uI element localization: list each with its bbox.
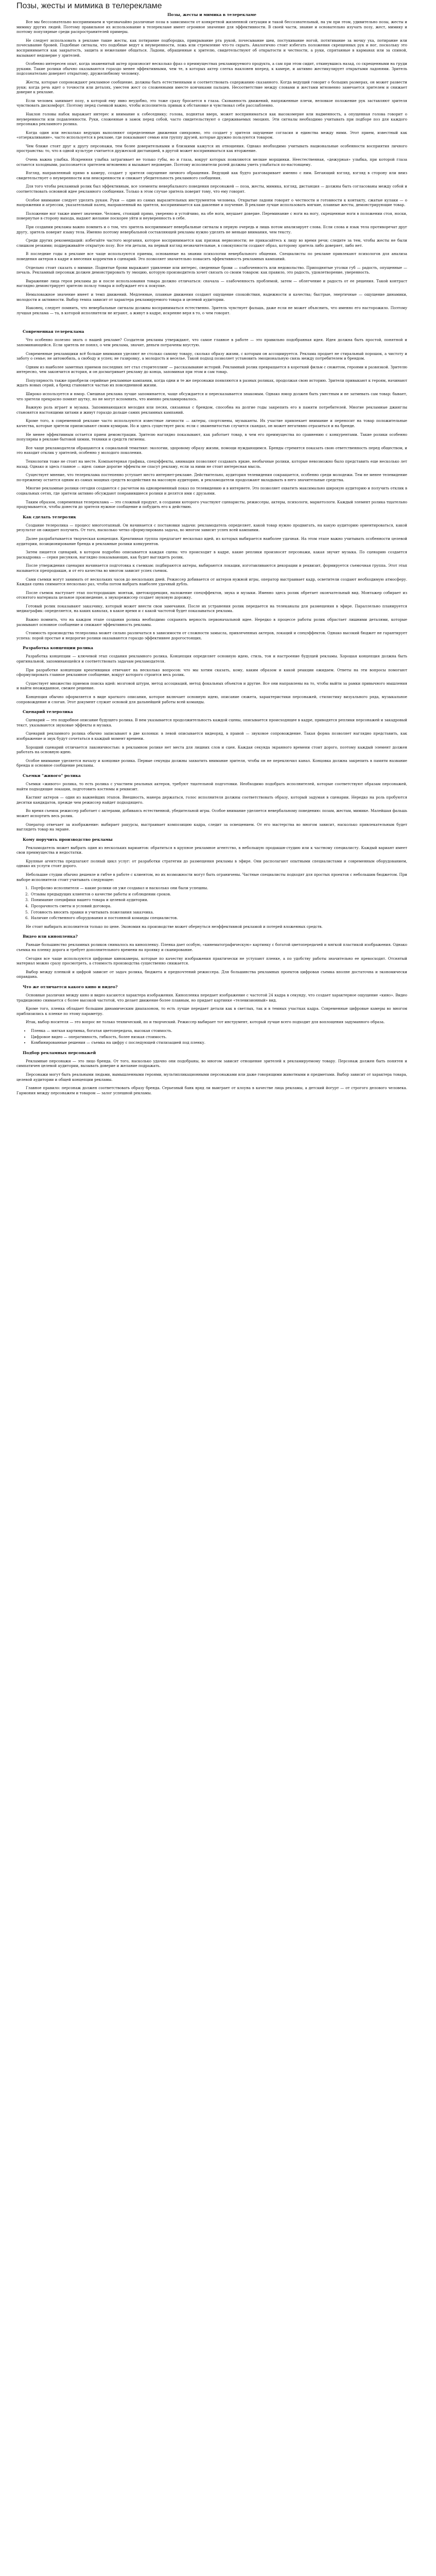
- paragraph: Далее разрабатывается творческая концепция. Креативная группа предлагает несколько идей, из которых выбирается наиболее удачная. На этом этапе важно учитывать особенности целевой аудитории, позиционирование бренда и рекламные ролики конкурентов.: [16, 536, 407, 546]
- paragraph: Крупные агентства предлагают полный цикл услуг: от разработки стратегии до размещения рекламы в эфире. Они располагают опытными специалистами и современным оборудованием, однако их услуги стоят дорого.: [16, 858, 407, 869]
- paragraph: Не следует использовать в рекламе такие жесты, как потирание подбородка, прикрывание рта рукой, почесывание шеи, постукивание ногой, потягивание за мочку уха, потирание или почесывание бровей. Подобные сигналы, что подобные ведут к неуверенности, ложь или стремление что-то скрыть. Аналогично стоит избегать положения скрещенных рук и ног, поскольку это воспринимается как закрытость, защита и нежелание общаться. Ладони, обращенные к зрителю, свидетельствуют об открытости и честности, а руки, спрятанные в карманах или за спиной, вызывают недоверие у зрителей.: [16, 38, 407, 58]
- list-item: 3. Понимание специфики вашего товара и целевой аудитории.: [30, 897, 407, 903]
- paragraph: Взгляд, направленный прямо в камеру, создает у зрителя ощущение личного обращения. Ведущий как будто разговаривает именно с ним. Бегающий взгляд, взгляд в сторону или вниз свидетельствует о неуверенности или неискренности и снижает убедительность рекламного сообщения.: [16, 171, 407, 180]
- paragraph: Кроме того, пленка обладает большим динамическим диапазоном, то есть лучше передает детали как в светлых, так и в темных участках кадра. Современные цифровые камеры во многом приблизились к пленке по этому параметру.: [16, 1006, 407, 1016]
- section-heading: Кому поручить производство рекламы: [23, 837, 113, 842]
- paragraph: Главное правило: персонаж должен соответствовать образу бренда. Серьезный банк вряд ли выиграет от клоуна в качестве лица рекламы, а детский йогурт — от строгого делового человека. Гармония между персонажем и товаром — залог успешной рекламы.: [16, 1086, 407, 1095]
- paragraph: Оператор отвечает за изображение: выбирает ракурсы, выстраивает композицию кадра, следит за освещением. От его мастерства во многом зависит, насколько привлекательным будет выглядеть товар на экране.: [16, 822, 407, 832]
- paragraph: Персонажи могут быть реальными людьми, вымышленными героями, мультипликационными персонажами или даже говорящими животными и предметами. Выбор зависит от характера товара, целевой аудитории и общей концепции рекламы.: [16, 1072, 407, 1082]
- paragraph: Жесты, которые сопровождают рекламное сообщение, должны быть естественными и соответствовать содержанию сказанного. Когда ведущий говорит о больших размерах, он может развести руки; когда речь идет о точности или деталях, уместен жест со сложенными вместе кончиками пальцев. Несоответствие между словами и жестами мгновенно замечается зрителем и снижает доверие к рекламе.: [16, 79, 407, 95]
- paragraph: Небольшие студии обычно дешевле и гибче в работе с клиентом, но их возможности могут быть ограничены. Частные специалисты подходят для простых проектов с небольшим бюджетом. При выборе исполнителя стоит учитывать следующее:: [16, 872, 407, 882]
- paragraph: Выбор между пленкой и цифрой зависит от задач ролика, бюджета и предпочтений режиссера. Для большинства рекламных проектов цифровая съемка вполне достаточна и экономически оправдана.: [16, 969, 407, 979]
- paragraph: Итак, выбор носителя — это вопрос не только технический, но и творческий. Режиссер выбирает тот инструмент, который лучше всего подходит для воплощения задуманного образа.: [26, 1020, 385, 1025]
- section-heading: Современная телереклама: [23, 329, 84, 334]
- paragraph: Среди других рекомендаций: избегайте частого моргания, которое воспринимается как признак нервозности; не прикасайтесь к лицу во время речи; следите за тем, чтобы жесты не были слишком резкими; поддерживайте открытую позу. Все эти детали, на первый взгляд незначительные, в совокупности создают образ, которому зритель либо доверяет, либо нет.: [16, 238, 407, 248]
- paragraph: Основные различия между кино и видео касаются характера изображения. Кинопленка передает изображение с частотой 24 кадра в секунду, что создает характерное ощущение «кино». Видео традиционно снимается с более высокой частотой, что делает движение более плавным, но придает картинке «телевизионный» вид.: [16, 992, 407, 1003]
- list-item: 1. Портфолио исполнителя — какие ролики он уже создавал и насколько они были успешны.: [30, 886, 407, 891]
- list-item: • Комбинированные решения — съемка на цифру с последующей стилизацией под пленку.: [30, 1040, 407, 1045]
- page-title: Позы, жесты и мимика в телерекламе: [16, 2, 162, 10]
- paragraph: Популярность также приобрели серийные рекламные кампании, когда одни и те же персонажи появляются в разных роликах, продолжая свою историю. Зрители привыкают к героям, начинают ждать новых серий, а бренд становится частью их повседневной жизни.: [16, 378, 407, 388]
- paragraph: Наклон головы набок выражает интерес и внимание к собеседнику; голова, поднятая вверх, может восприниматься как высокомерие или надменность, а опущенная голова говорит о неуверенности или подавленности. Руки, сложенные в замок перед собой, часто свидетельствуют о сдерживаемых эмоциях. Эти сигналы необходимо учитывать при подборе поз для каждого персонажа рекламного ролика.: [16, 111, 407, 127]
- section-heading: Разработка концепции ролика: [23, 646, 93, 651]
- paragraph: Существует множество приемов поиска идей: мозговой штурм, метод ассоциаций, метод фокальных объектов и другие. Все они направлены на то, чтобы выйти за рамки привычного мышления и найти неожиданное, свежее решение.: [16, 681, 407, 691]
- spacer: [16, 319, 407, 324]
- list-item: • Пленка — мягкая картинка, богатая цветопередача, высокая стоимость.: [30, 1028, 407, 1033]
- paragraph: Таким образом, современная телереклама — это сложный продукт, в создании которого участвуют сценаристы, режиссеры, актеры, психологи, маркетологи. Каждый элемент ролика тщательно продумывается, чтобы донести до зрителя нужное сообщение и побудить его к действию.: [16, 499, 407, 510]
- paragraph: Все мы бессознательно воспринимаем и чрезвычайно различные позы в зависимости от конкретной жизненной ситуации и такой бессознательный, на ум при этом, удивительно позы, жесты и мимику других людей. Поэтому правильное их использование в телерекламе имеет огромное значение для эффективности. В своей части, знание и основательно изучать позу, жест, мимику и поэтому популярные среди распространителей примеры.: [16, 20, 407, 35]
- paragraph: Сегодня все чаще используются цифровые кинокамеры, которые по качеству изображения практически не уступают пленке, а по удобству работы значительно ее превосходят. Отснятый материал можно сразу просмотреть, а стоимость производства существенно снижается.: [16, 956, 407, 966]
- paragraph: Готовый ролик показывают заказчику, который может внести свои замечания. После их устранения ролик передается на телеканалы для размещения в эфире. Параллельно планируется медиаграфик: определяется, на каких каналах, в какое время и с какой частотой будет показываться реклама.: [16, 603, 407, 614]
- paragraph: Концепция обычно оформляется в виде краткого описания, которое включает основную идею, описание сюжета, характеристики персонажей, стилистику визуального ряда, музыкальное сопровождение и слоган. Этот документ служит основой для дальнейшей работы всей команды.: [16, 694, 407, 704]
- numbered-list: [16, 886, 407, 921]
- paragraph: В последние годы в рекламе все чаще используются приемы, основанные на знании психологии невербального общения. Специалисты по рекламе привлекают психологов для анализа поведения актеров в кадре и внесения корректив в сценарий. Это позволяет значительно повысить эффективность рекламных кампаний.: [16, 251, 407, 261]
- paragraph: Существует мнение, что телереклама постепенно уступает место интернет-рекламе. Действительно, аудитория телевидения сокращается, особенно среди молодежи. Тем не менее телевидение по-прежнему остается одним из самых мощных средств воздействия на массовую аудиторию, и рекламодатели продолжают вкладывать в него значительные средства.: [16, 472, 407, 482]
- paragraph: Кастинг актеров — один из важнейших этапов. Внешность, манера держаться, голос исполнителя должны соответствовать образу, который задуман в сценарии. Нередко на роль пробуются десятки кандидатов, прежде чем режиссер найдет подходящего.: [16, 795, 407, 805]
- section-heading: Что же отличается какого кино и видео?: [23, 984, 118, 989]
- paragraph: Особое внимание уделяется началу и концовке ролика. Первые секунды должны захватить внимание зрителя, чтобы он не переключил канал. Концовка должна закрепить в памяти название бренда и основное сообщение рекламы.: [16, 758, 407, 768]
- paragraph: Во время съемок режиссер работает с актерами, добиваясь естественной, убедительной игры. Особое внимание уделяется невербальному поведению: позам, жестам, мимике. Малейшая фальшь может испортить весь ролик.: [16, 808, 407, 818]
- document-body: [16, 12, 407, 1095]
- section-heading: Видео или кинопленка?: [23, 934, 78, 939]
- paragraph: Отдельно стоит сказать о мимике. Поднятые брови выражают удивление или интерес, сведенные брови — озабоченность или недовольство. Приподнятые уголки губ — радость, опущенные — печаль. Рекламный персонаж должен демонстрировать ту эмоцию, которую производитель хочет связать со своим товаром: как правило, это радость, удовлетворение, уверенность.: [16, 265, 407, 275]
- paragraph: Особое внимание следует уделять рукам. Руки — один из самых выразительных инструментов человека. Открытые ладони говорят о честности и готовности к контакту, сжатые кулаки — о напряжении и агрессии, указательный палец, направленный на зрителя, воспринимается как давление и поучение. В рекламе лучше использовать мягкие, плавные жесты, демонстрирующие товар.: [16, 197, 407, 208]
- paragraph: Широко используется и юмор. Смешная реклама лучше запоминается, чаще обсуждается и пересказывается знакомым. Однако юмор должен быть уместным и не затмевать сам товар: бывает, что зрители прекрасно помнят шутку, но не могут вспомнить, что именно рекламировалось.: [16, 392, 407, 401]
- paragraph: Технологии тоже не стоят на месте. Компьютерная графика, спецэффекты, анимация позволяют создавать яркие, необычные ролики, которые невозможно было представить еще несколько лет назад. Однако и здесь главное — идея: самые дорогие эффекты не спасут рекламу, если за ними не стоит интересная мысль.: [16, 459, 407, 469]
- paragraph: Хороший сценарий отличается лаконичностью: в рекламном ролике нет места для лишних слов и сцен. Каждая секунда экранного времени стоит дорого, поэтому каждый элемент должен работать на основную идею.: [16, 744, 407, 755]
- paragraph: Рекламодатель может выбрать один из нескольких вариантов: обратиться в крупное рекламное агентство, в небольшую продакшн-студию или к частному специалисту. Каждый вариант имеет свои преимущества и недостатки.: [16, 845, 407, 855]
- paragraph: Чем ближе стоят друг к другу персонажи, тем более доверительными и близкими кажутся их отношения. Однако необходимо учитывать национальные особенности восприятия личного пространства: то, что в одной культуре считается дружеской дистанцией, в другой может восприниматься как вторжение.: [16, 143, 407, 154]
- paragraph: При разработке концепции креативщики отвечают на несколько вопросов: что мы хотим сказать, кому, каким образом и какой реакции ожидаем. Ответы на эти вопросы помогают сформулировать главное рекламное сообщение, вокруг которого строится весь ролик.: [16, 667, 407, 677]
- paragraph: Сценарий рекламного ролика обычно записывают в две колонки: в левой описывается видеоряд, в правой — звуковое сопровождение. Такая форма позволяет наглядно представить, как изображение и звук будут сочетаться в каждый момент времени.: [16, 731, 407, 741]
- paragraph: Важную роль играет и музыка. Запоминающаяся мелодия или песня, связанная с брендом, способна на долгие годы закрепить его в памяти потребителей. Многие рекламные джинглы становятся настоящими хитами и живут гораздо дольше самих рекламных кампаний.: [16, 405, 407, 415]
- document-subtitle: Позы, жесты и мимика в телерекламе: [167, 12, 256, 17]
- paragraph: После утверждения сценария начинается подготовка к съемкам: подбираются актеры, выбираются локации, изготавливаются декорации и реквизит, формируется съемочная группа. Этот этап называется препродакшн, и от его качества во многом зависит успех съемок.: [16, 563, 407, 573]
- paragraph: При создании рекламы важно помнить и о том, что зритель воспринимает невербальные сигналы в первую очередь и лишь потом анализирует слова. Если слова и язык тела противоречат друг другу, зритель поверит языку тела. Именно поэтому невербальной составляющей рекламы нужно уделять не меньше внимания, чем тексту.: [16, 225, 407, 234]
- section-heading: Сценарий телеролика: [23, 709, 73, 715]
- list-item: 6. Наличие собственного оборудования и постоянной команды специалистов.: [30, 916, 407, 921]
- paragraph: Когда один или несколько ведущих выполняют определенные движения синхронно, это создает у зрителя ощущение согласия и единства между ними. Этот прием, известный как «отзеркаливание», часто используется в рекламе, где показывают семью или группу друзей, которые дружно пользуются товаром.: [16, 130, 407, 140]
- paragraph: Раньше большинство рекламных роликов снималось на кинопленку. Пленка дает особую, «кинематографическую» картинку с богатой цветопередачей и мягкой пластикой изображения. Однако съемка на пленку дорога и требует дополнительного времени на проявку и сканирование.: [16, 942, 407, 952]
- paragraph: Наконец, следует помнить, что невербальные сигналы должны восприниматься естественно. Зритель чувствует фальшь, даже если не может объяснить, что именно его насторожило. Поэтому лучшая реклама — та, в которой исполнители не играют, а живут в кадре, искренне веря в то, о чем говорят.: [16, 306, 407, 315]
- list-item: 5. Готовность вносить правки и учитывать пожелания заказчика.: [30, 910, 407, 915]
- paragraph: Съемки «живого» ролика, то есть ролика с участием реальных актеров, требуют тщательной подготовки. Необходимо подобрать исполнителей, которые соответствуют образам персонажей, найти подходящие локации, подготовить костюмы и реквизит.: [16, 781, 407, 791]
- paragraph: После съемок наступает этап постпродакшн: монтаж, цветокоррекция, наложение спецэффектов, звука и музыки. Именно здесь ролик обретает окончательный вид. Монтажер собирает из отснятого материала цельное произведение, а звукорежиссер создает звуковую дорожку.: [16, 590, 407, 600]
- paragraph: Сценарий — это подробное описание будущего ролика. В нем указывается продолжительность каждой сцены, описывается происходящее в кадре, приводятся реплики персонажей и закадровый текст, указываются звуковые эффекты и музыка.: [16, 718, 407, 727]
- paragraph: Затем пишется сценарий, в котором подробно описывается каждая сцена: что происходит в кадре, какие реплики произносят персонажи, какая звучит музыка. По сценарию создается раскадровка — серия рисунков, наглядно показывающих, как будет выглядеть ролик.: [16, 550, 407, 560]
- paragraph: Одним из наиболее заметных приемов последних лет стал сторителлинг — рассказывание историй. Рекламный ролик превращается в короткий фильм с сюжетом, героями и развязкой. Зрителю интересно, чем закончится история, и он досматривает рекламу до конца, запоминая при этом и сам товар.: [16, 364, 407, 375]
- paragraph: Выражение лица героя рекламы до и после использования товара должно отличаться: сначала — озабоченность проблемой, затем — облегчение и радость от ее решения. Такой контраст наглядно демонстрирует зрителю пользу товара и побуждает его к покупке.: [16, 278, 407, 289]
- paragraph: Кроме того, в современной рекламе часто используются известные личности — актеры, спортсмены, музыканты. Их участие привлекает внимание и переносит на товар положительные качества, которые зрители приписывают своим кумирам. Но и здесь существует риск: если с знаменитостью случится скандал, он может негативно отразиться и на бренде.: [16, 418, 407, 429]
- paragraph: Важно помнить, что на каждом этапе создания ролика необходимо сохранять верность первоначальной идее. Нередко в процессе работы ролик обрастает лишними деталями, которые размывают основное сообщение и снижают эффективность рекламы.: [16, 617, 407, 627]
- paragraph: Современные рекламщики всё больше внимания уделяют не столько самому товару, сколько образу жизни, с которым он ассоциируется. Реклама продает не стиральный порошок, а чистоту и заботу о семье; не автомобиль, а свободу и успех; не газировку, а молодость и веселье. Такой подход позволяет установить эмоциональную связь между потребителем и брендом.: [16, 351, 407, 361]
- section-heading: Как сделать телеролик: [23, 514, 76, 519]
- list-item: 4. Прозрачность сметы и условий договора.: [30, 904, 407, 909]
- paragraph: Положение ног также имеет значение. Человек, стоящий прямо, уверенно и устойчиво, на обе ноги, внушает доверие. Переминание с ноги на ногу, скрещенные ноги в положении стоя, носки, повернутые в сторону выхода, выдают желание поскорее уйти и неуверенность в себе.: [16, 211, 407, 221]
- paragraph: Рекламные персонажи — это лицо бренда. От того, насколько удачно они подобраны, во многом зависит отношение зрителей к рекламируемому товару. Персонаж должен быть понятен и симпатичен целевой аудитории, вызывать доверие и желание подражать.: [16, 1058, 407, 1069]
- paragraph: Очень важна улыбка. Искренняя улыбка затрагивает не только губы, но и глаза, вокруг которых появляются мелкие морщинки. Неестественная, «дежурная» улыбка, при которой глаза остаются холодными, распознается зрителем мгновенно и вызывает недоверие. Поэтому исполнители ролей должны уметь улыбаться по-настоящему.: [16, 157, 407, 167]
- section-heading: Подбор рекламных персонажей: [23, 1050, 96, 1055]
- bullet-list: [16, 1028, 407, 1045]
- paragraph: Для того чтобы рекламный ролик был эффективным, все элементы невербального поведения персонажей — поза, жесты, мимика, взгляд, дистанция — должны быть согласованы между собой и соответствовать основной идее рекламного сообщения. Только в этом случае зритель поверит тому, что ему говорят.: [16, 184, 407, 194]
- paragraph: Если человек занимает позу, в которой ему явно неудобно, это тоже сразу бросается в глаза. Скованность движений, напряженные плечи, неловкое положение рук заставляют зрителя чувствовать дискомфорт. Поэтому перед съемкой важно, чтобы исполнитель привык к обстановке и чувствовал себя расслабленно.: [16, 98, 407, 108]
- list-item: 2. Отзывы предыдущих клиентов о качестве работы и соблюдении сроков.: [30, 892, 407, 897]
- list-item: • Цифровое видео — оперативность, гибкость, более низкая стоимость.: [30, 1035, 407, 1040]
- paragraph: Немаловажное значение имеет и темп движений. Медленные, плавные движения создают ощущение спокойствия, надежности и качества; быстрые, энергичные — ощущение динамики, молодости и активности. Выбор темпа зависит от характера рекламируемого товара и целевой аудитории.: [16, 292, 407, 302]
- paragraph: Не стоит выбирать исполнителя только по цене. Экономия на производстве может обернуться неэффективной рекламой и потерей вложенных средств.: [26, 924, 323, 929]
- paragraph: Стоимость производства телеролика может сильно различаться в зависимости от сложности замысла, привлеченных актеров, локаций и спецэффектов. Однако высокий бюджет не гарантирует успеха: порой простые и недорогие ролики оказываются гораздо эффективнее дорогостоящих.: [16, 631, 407, 640]
- paragraph: Не менее эффективным остается прием демонстрации. Зрителю наглядно показывают, как работает товар, в чем его преимущества по сравнению с конкурентами. Такие ролики особенно популярны в рекламе бытовой химии, техники и средств гигиены.: [16, 432, 407, 442]
- paragraph: Многие рекламные ролики сегодня создаются с расчетом на одновременный показ по телевидению и в интернете. Это позволяет охватить максимально широкую аудиторию и получить отклик в социальных сетях, где зрители активно обсуждают понравившиеся ролики и делятся ими с друзьями.: [16, 486, 407, 496]
- paragraph: Все чаще рекламодатели обращаются к социальной тематике: экологии, здоровому образу жизни, помощи нуждающимся. Бренды стремятся показать свою ответственность перед обществом, и это находит отклик у зрителей, особенно у молодого поколения.: [16, 445, 407, 455]
- section-heading: Съемки "живого" ролика: [23, 773, 81, 778]
- paragraph: Создание телеролика — процесс многоэтапный. Он начинается с постановки задачи: рекламодатель определяет, какой товар нужно продвигать, на какую аудиторию ориентироваться, какой результат он ожидает получить. От того, насколько четко сформулирована задача, во многом зависит успех всей кампании.: [16, 522, 407, 533]
- paragraph: Разработка концепции — ключевой этап создания рекламного ролика. Концепция определяет основную идею, стиль, тон и настроение будущей рекламы. Хорошая концепция должна быть оригинальной, запоминающейся и соответствовать задачам рекламодателя.: [16, 654, 407, 664]
- paragraph: Что особенно полезно знать о нашей рекламе? Создатели рекламы утверждают, что самое главное в работе — это правильно подобранная идея. Идея должна быть простой, понятной и запоминающейся. Если зритель не понял, о чем реклама, значит, деньги потрачены впустую.: [16, 337, 407, 347]
- paragraph: Сами съемки могут занимать от нескольких часов до нескольких дней. Режиссер добивается от актеров нужной игры, оператор выстраивает кадр, осветители создают необходимую атмосферу. Каждая сцена снимается несколько раз, чтобы потом выбрать наиболее удачный дубль.: [16, 577, 407, 587]
- paragraph: Особенно интересен опыт, когда знаменитый актер произносит несколько фраз о преимуществах рекламируемого продукта, а сам при этом сидит, откинувшись назад, со скрещенными на груди руками. Такие ролики обычно оказываются гораздо менее эффективными, чем те, в которых актер слегка наклонен вперед, к камере, и активно жестикулирует открытыми ладонями. Зритель подсознательно доверяет открытому, дружелюбному человеку.: [16, 61, 407, 76]
